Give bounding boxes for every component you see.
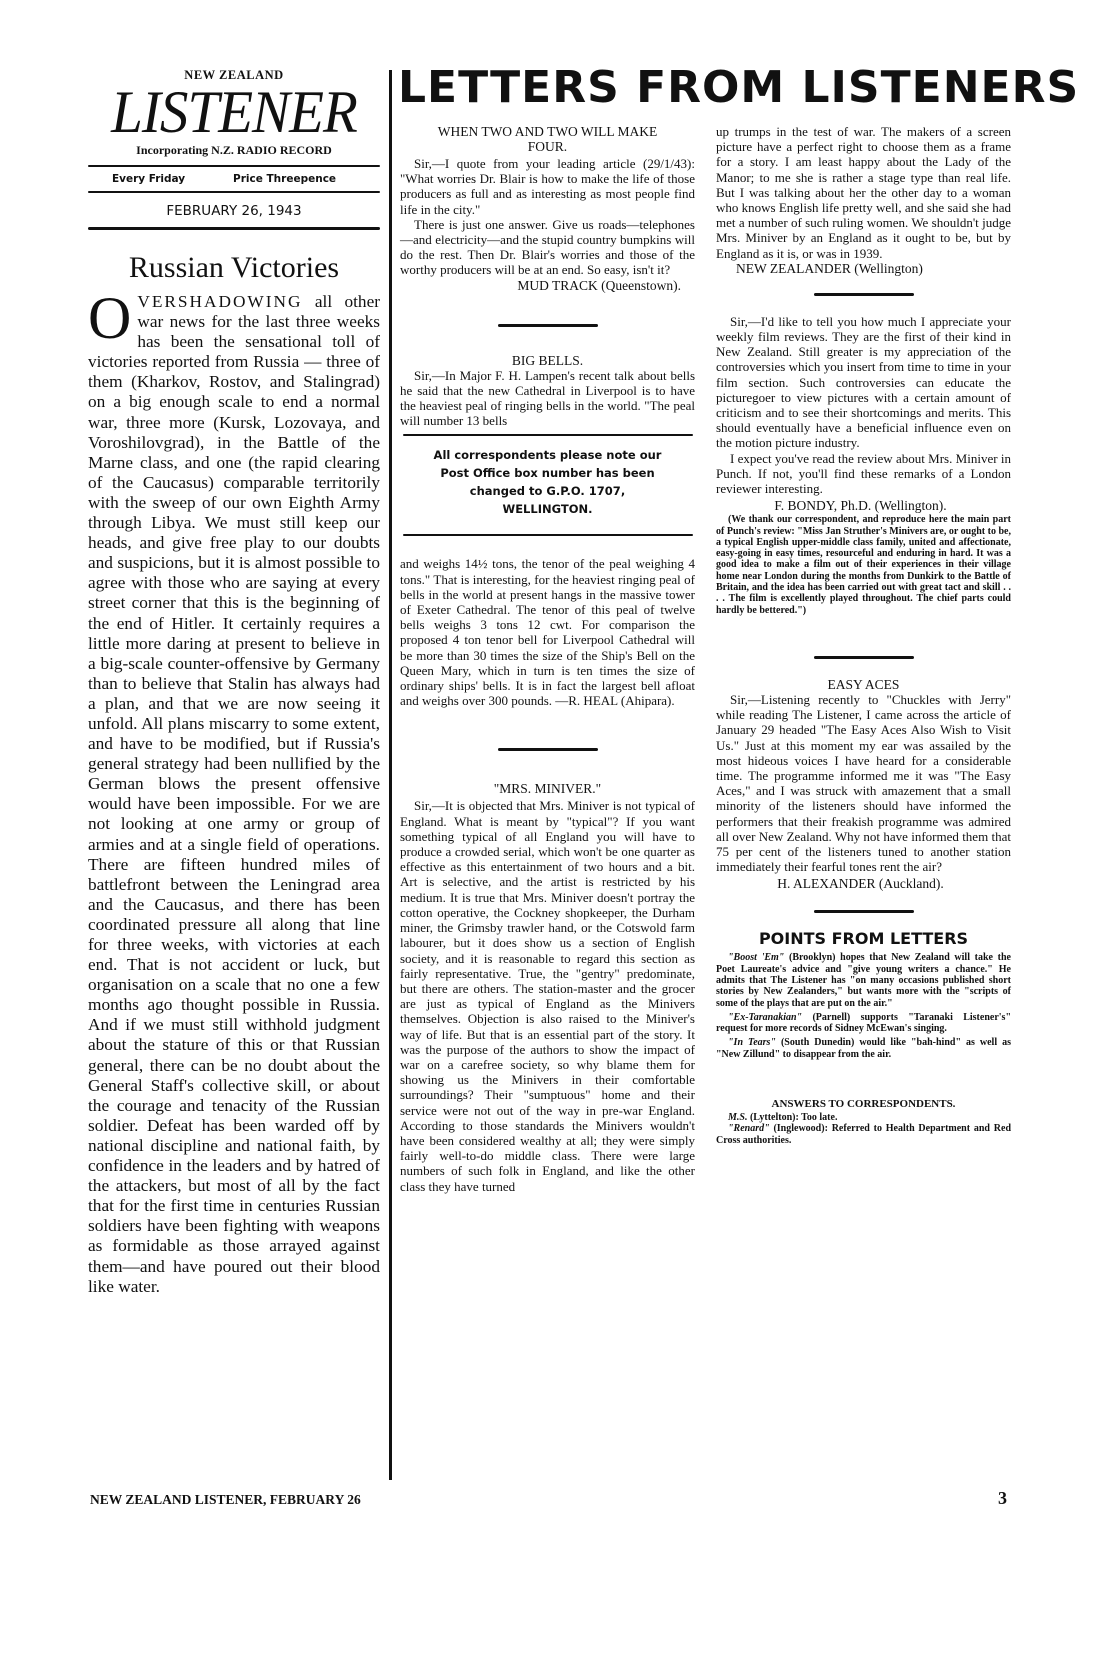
letter-title-two-and-two: WHEN TWO AND TWO WILL MAKE FOUR. [437,124,658,154]
editorial-body: all other war news for the last three weeks has been the sensational toll of victories reported from Russia — three of them (Kharkov, Rostov, and Stalingrad) on a big enough scale to end a normal war, three more (Kursk, Lozovaya, and Voroshilovgrad), in the Battle of the Marne class, and one (the rapid clearing of the Caucasus) comparable territorily with the sweep of our own Eighth Army through Libya. We must still keep our heads, and give free play to our doubts and suspicions, but it is almost possible to agree with those who are saying at every street corner that this is the beginning of the end of Hitler. It certainly requires a little more daring at present to believe in a big-scale counter-offensive by Germany than to believe that Stalin has always had a plan, and that we are now seeing it unfold. All plans miscarry to some extent, and have to be modified, but if Russia's general strategy had been nullified by the German blows the present offensive would have been impossible. For we are not looking at one army or group of armies and at a single field of operations. There are fifteen hundred miles of battlefront between the Leningrad area and the Caucasus, and there has been coordinated pressure all along that line for three weeks, with victories at each end. That is not accident or luck, but organisation on a scale that no one a few months ago thought possible in Russia. And if we must still withhold judgment about the stature of this or that Russian general, there can be no doubt about the General Staff's collective skill, or about the courage and tenacity of the Russian soldier. Defeat has been warded off by national discipline and national faith, by confidence in the leaders and by hatred of the attackers, but most of all by the fact that for the first time in centuries Russian soldiers have been fighting with weapons as formidable as those arrayed against them—and have poured out their blood like water. [88,292,380,1296]
editorial [88,248,380,1297]
masthead-incorporating: Incorporating N.Z. RADIO RECORD [136,143,332,157]
letter-paragraph: and weighs 14½ tons, the tenor of the peal weighing 4 tons." That is interesting, for the heaviest ringing peal of bells in the world at present hangs in the massive tower of Exeter Cathedral. The tenor of this peal of twelve bells weighs 3 tons 12 cwt. For comparison the proposed 4 ton tenor bell for Liverpool Cathedral will be more than 30 times the size of the Ship's Bell on the Queen Mary, which in turn is ten times the size of ordinary ships' bells. It is in fact the largest bell afloat and weighs over 300 pounds. [400,556,695,709]
letter-paragraph: up trumps in the test of war. The makers of a screen picture have a perfect right to choose them as a frame for a story. I am least happy about the Lady of the Manor; to me she is rather a stage type than real life. But I was talking about her the other day to a woman who knows English life pretty well, and she said she had met a number of such ruling women. We shouldn't judge Mrs. Miniver by an England as it ought to be, but by England as it is, or was in 1939. [716,124,1011,261]
letter-signature: —R. HEAL (Ahipara). [555,693,675,709]
point-author: "In Tears" [728,1037,776,1049]
section-banner: LETTERS FROM LISTENERS [398,62,1080,113]
page-number: 3 [998,1488,1007,1508]
answer-name: "Renard" [728,1123,770,1135]
letter-signature: H. ALEXANDER (Auckland). [777,876,944,892]
point-item [716,1012,1011,1035]
letter-paragraph: There is just one answer. Give us roads—telephones—and electricity—and the stupid country bumpkins will do the rest. Then Dr. Blair's worries and those of the worthy producers will be at an end. So easy, isn't it? [400,216,695,278]
letter-paragraph: Sir,—I'd like to tell you how much I appreciate your weekly film reviews. They are the first of their kind in New Zealand. Still greater is my appreciation of the controversies which you insert from time to time in your film section. Such controversies can educate the picturegoer to view pictures with a certain amount of criticism and to see their shortcomings and merits. This should eventually have a beneficial influence even on the motion picture industry. [716,313,1011,451]
notice-box: All correspondents please note our Post Office box number has been changed to G.P.O. 1707, WELLINGTON. [433,448,662,517]
point-item [716,1037,1011,1060]
column-2 [400,124,695,1194]
letter-signature: NEW ZEALANDER (Wellington) [736,260,923,276]
answers-list [716,1112,1011,1146]
masthead-frequency: Every Friday [111,173,186,185]
letter-signature: MUD TRACK (Queenstown). [517,277,681,293]
masthead-title: LISTENER [111,79,357,145]
point-author: "Ex-Taranakian" [728,1011,803,1023]
letter-paragraph: Sir,—Listening recently to "Chuckles with Jerry" while reading The Listener, I came across the article of January 29 headed "The Easy Aces Also Wish to Visit Us." Just at this moment my ear was assailed by the most hideous voices I have heard for a considerable time. The programme informed me it was "The Easy Aces," and I was struck with amazement that a small minority of the listeners should have informed the performers that their freakish programme was admired all over New Zealand. Why not have informed them that 75 per cent of the listeners tuned to another station immediately their fearful tones rent the air? [716,691,1011,875]
letter-paragraph: Sir,—In Major F. H. Lampen's recent talk about bells he said that the new Cathedral in Liverpool is to have the heaviest peal of ringing bells in the world. "The peal will number 13 bells [400,367,695,429]
letter-paragraph: Sir,—It is objected that Mrs. Miniver is not typical of England. What is meant by "typical"? If you want something typical of all England you will have to produce a crowded serial, which won't be one quarter as effective as this entertainment of two hours and a bit. Art is selective, and the artist is restricted by his medium. It is true that Mrs. Miniver doesn't portray the cotton operative, the Cockney shopkeeper, the Durham miner, the Grimsby trawler hand, or the Cotswold farm labourer, but it does show us a section of English society, and it is reasonable to regard this section as fairly representative. True, the "gentry" predominate, but there are others. The station-master and the grocer are just as typical of England as the Minivers themselves. Objection is also raised to the Miniver's way of life. But that is an essential part of the story. It was the purpose of the authors to show the impact of war on a carefree society, so why blame them for showing us the Minivers in their comfortable surroundings? Their "sumptuous" home and their service were not out of the way in pre-war England. According to those standards the Minivers wouldn't have been considered wealthy at all; they were simply fairly well-to-do middle class. There were large numbers of such folk in England, and like the other class they have turned [400,798,695,1194]
letter-title-easy-aces: EASY ACES [827,676,900,692]
editor-note [716,514,1011,616]
answer-item [716,1123,1011,1146]
answers-title: ANSWERS TO CORRESPONDENTS. [771,1098,956,1111]
editor-note-text: (We thank our correspondent, and reproduce here the main part of Punch's review: "Miss Jan Struther's Minivers are, or ought to be, a typical English upper-middle class family, united and affectionate, easy-going in easy times, resourceful and enduring in hard. It was a good idea to make a film out of their experiences in their village home near London during the months from Dunkirk to the Battle of Britain, and the idea has been carried out with great tact and skill . . . . The film is excellently played throughout. The chief parts could hardly be bettered.") [716,514,1011,616]
issue-date: FEBRUARY 26, 1943 [166,203,302,219]
drop-cap: O [88,285,132,351]
editorial-lead: VERSHADOWING [137,292,303,311]
column-divider [389,70,392,1480]
answer-text: (Lyttelton): Too late. [747,1112,838,1124]
letter-signature: F. BONDY, Ph.D. (Wellington). [774,498,947,514]
point-item [716,952,1011,1008]
answer-text: (Inglewood): Referred to Health Department and Red Cross authorities. [716,1123,1011,1146]
letter-title-big-bells: BIG BELLS. [511,352,584,368]
points-list [716,952,1011,1060]
point-text: (Brooklyn) hopes that New Zealand will take the Poet Laureate's advice and "give young writers a chance." He admits that The Listener has "on many occasions published short stories by New Zealanders," but wants more with the "scripts of some of the plays that are put on the air." [716,952,1011,1009]
point-author: "Boost 'Em" [728,952,785,964]
masthead-country: NEW ZEALAND [184,68,284,82]
footer-title: NEW ZEALAND LISTENER, FEBRUARY 26 [90,1492,361,1507]
letter-paragraph: Sir,—I quote from your leading article (29/1/43): "What worries Dr. Blair is how to make the life of those producers as full and as interesting as most people find life in the city." [400,156,695,217]
column-3 [716,124,1011,1146]
points-title: POINTS FROM LETTERS [758,929,969,949]
masthead-price: Price Threepence [233,173,337,185]
answer-item [716,1112,1011,1123]
editorial-title: Russian Victories [128,251,340,284]
letter-paragraph: I expect you've read the review about Mrs. Miniver in Punch. If not, you'll find these remarks of a London reviewer interesting. [716,450,1011,497]
point-text: (South Dunedin) would like "bah-hind" as well as "New Zillund" to disappear from the air. [716,1037,1011,1060]
letter-title-miniver: "MRS. MINIVER." [493,781,602,797]
point-text: (Parnell) supports "Taranaki Listener's" request for more records of Sidney McEwan's singing. [716,1011,1011,1035]
answer-name: M.S. [728,1112,748,1124]
masthead [88,68,380,230]
